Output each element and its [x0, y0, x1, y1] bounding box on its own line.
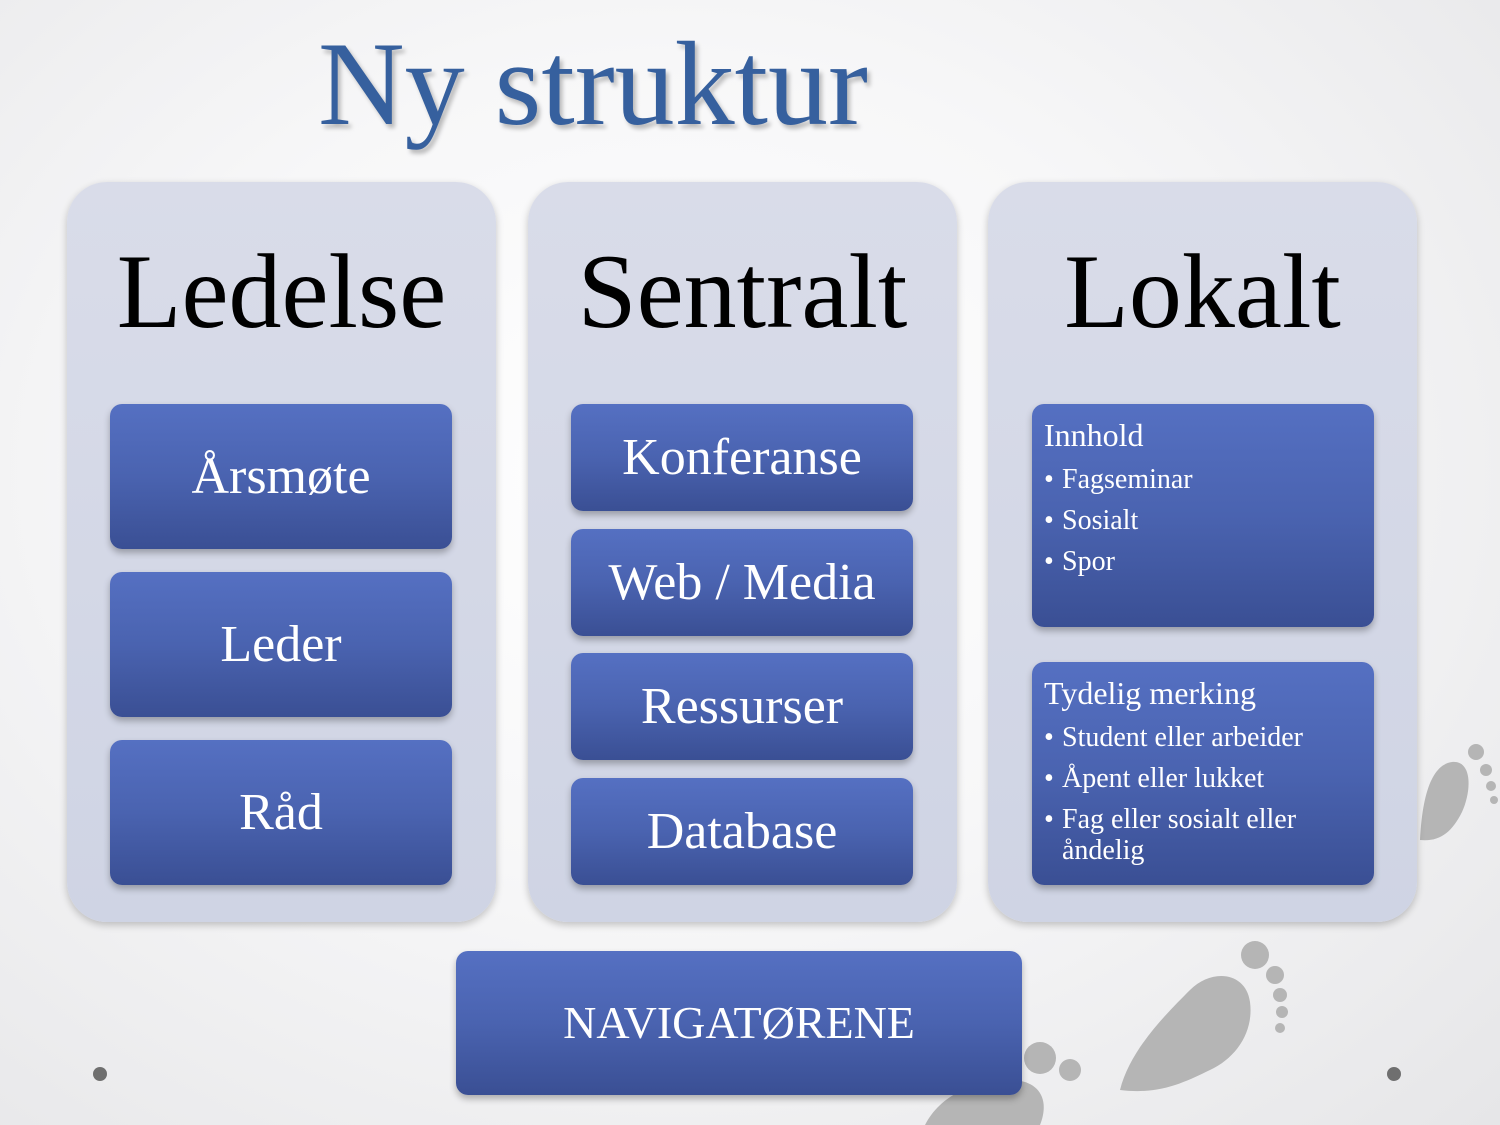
column-title-lokalt: Lokalt [1064, 233, 1341, 350]
column-lokalt [988, 182, 1417, 922]
box-tydelig-merking[interactable] [1032, 662, 1374, 885]
list-title-tydelig-merking: Tydelig merking [1044, 675, 1256, 711]
box-label: Råd [239, 783, 323, 841]
list-item: • Åpent eller lukket [1044, 763, 1362, 794]
box-label: Ressurser [640, 677, 844, 735]
box-label: Konferanse [622, 428, 862, 486]
box-navigatorene[interactable] [456, 951, 1022, 1095]
decor-dot-left [93, 1067, 107, 1081]
list-item: • Fagseminar [1044, 464, 1362, 495]
box-leder[interactable] [110, 572, 452, 717]
column-title-ledelse: Ledelse [116, 233, 447, 350]
box-konferanse[interactable] [571, 404, 913, 511]
box-database[interactable] [571, 778, 913, 885]
column-sentralt [528, 182, 957, 922]
box-label: Database [646, 802, 838, 860]
decor-dot-right [1387, 1067, 1401, 1081]
column-ledelse [67, 182, 496, 922]
box-rad[interactable] [110, 740, 452, 885]
list-title-innhold: Innhold [1044, 417, 1144, 453]
list-item: • Fag eller sosialt eller åndelig [1044, 804, 1362, 866]
box-label: Årsmøte [191, 447, 371, 505]
box-arsmote[interactable] [110, 404, 452, 549]
box-web-media[interactable] [571, 529, 913, 636]
box-innhold[interactable] [1032, 404, 1374, 627]
box-label: Web / Media [608, 553, 876, 611]
list-innhold [1044, 464, 1362, 577]
slide-title: Ny struktur [318, 17, 868, 150]
list-tydelig-merking [1044, 722, 1362, 866]
box-label: Leder [220, 615, 342, 673]
list-item: • Sosialt [1044, 505, 1362, 536]
list-item: • Spor [1044, 546, 1362, 577]
bottom-label: NAVIGATØRENE [563, 997, 915, 1048]
column-title-sentralt: Sentralt [577, 233, 908, 350]
box-ressurser[interactable] [571, 653, 913, 760]
list-item: • Student eller arbeider [1044, 722, 1362, 753]
